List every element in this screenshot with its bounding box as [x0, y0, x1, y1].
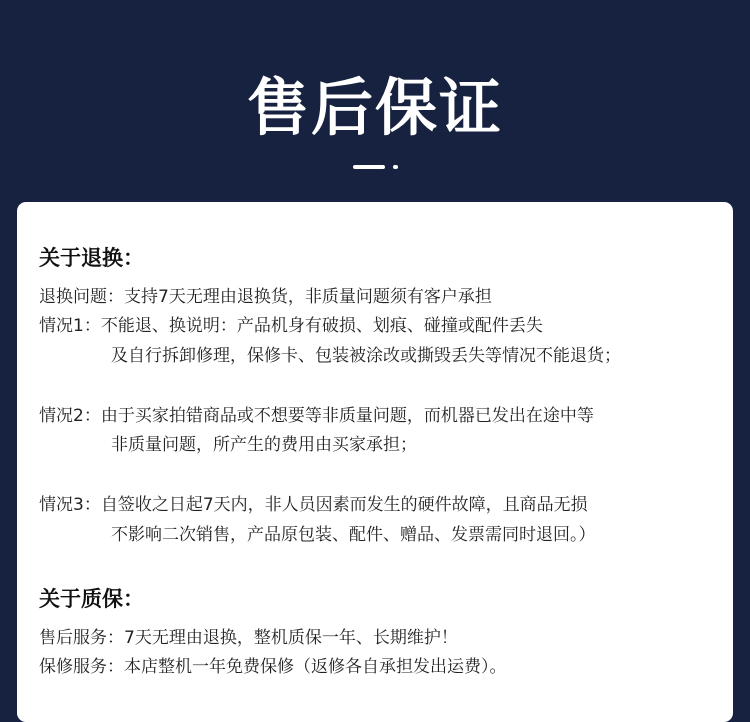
title-underline: [353, 165, 385, 169]
after-sales-service-line: 售后服务：7天无理由退换，整机质保一年、长期维护！: [39, 628, 458, 648]
warranty-heading: 关于质保：: [39, 587, 144, 611]
case3-continuation: 不影响二次销售，产品原包装、配件、赠品、发票需同时退回。）: [111, 525, 596, 545]
returns-policy-line: 退换问题：支持7天无理由退换货，非质量问题须有客户承担: [39, 287, 492, 307]
after-sales-card: [17, 202, 733, 722]
case2-continuation: 非质量问题，所产生的费用由买家承担；: [111, 435, 417, 455]
warranty-service-line: 保修服务：本店整机一年免费保修（返修各自承担发出运费）。: [39, 657, 507, 677]
case1-continuation: 及自行拆卸修理，保修卡、包装被涂改或撕毁丢失等情况不能退货；: [111, 346, 621, 366]
page-title: 售后保证: [246, 71, 503, 144]
case2-line: 情况2：由于买家拍错商品或不想要等非质量问题，而机器已发出在途中等: [39, 406, 594, 426]
returns-heading: 关于退换：: [39, 246, 144, 270]
case1-line: 情况1：不能退、换说明：产品机身有破损、划痕、碰撞或配件丢失: [39, 316, 543, 336]
case3-line: 情况3：自签收之日起7天内，非人员因素而发生的硬件故障，且商品无损: [39, 495, 588, 515]
title-underline-dot: [393, 165, 398, 169]
